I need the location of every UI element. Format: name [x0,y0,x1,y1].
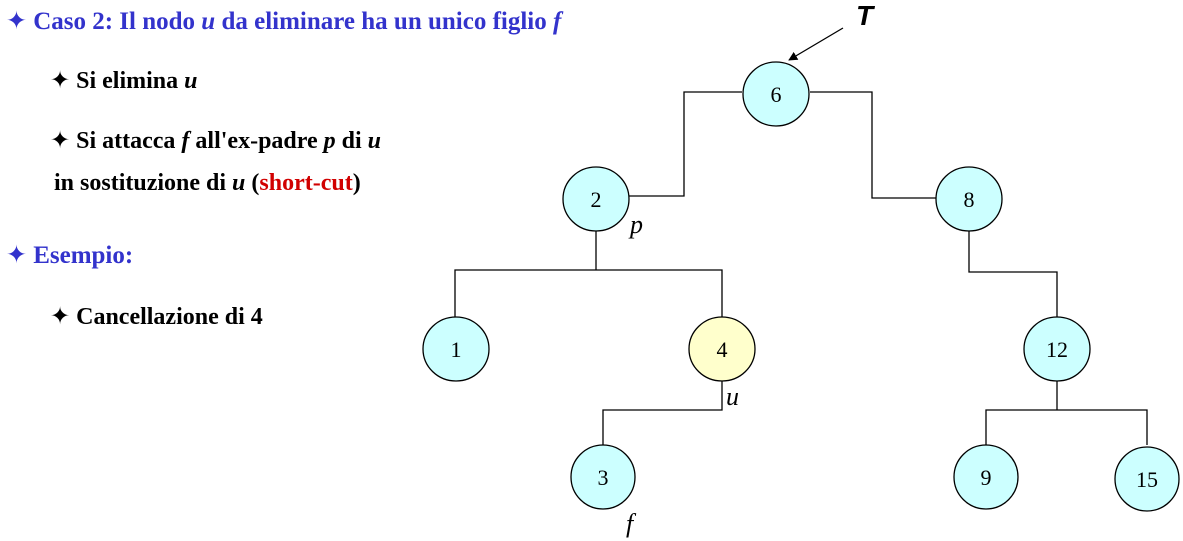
edge-2-1 [455,270,722,318]
edge-8-12 [969,231,1057,317]
bullet-star-icon: ✦ [50,302,71,330]
shortcut-label: short-cut [259,170,353,196]
step-attach-part3: di [335,128,368,154]
step-attach-line2-prefix: in sostituzione di [54,170,233,196]
example-label: Esempio: [33,242,134,269]
edge-12-9-15 [986,410,1147,445]
node-12 [1024,317,1090,381]
bullet-star-icon: ✦ [50,126,71,154]
close-paren: ) [352,170,361,196]
case-middle: da eliminare ha un unico figlio [215,8,553,35]
step-attach-p: p [323,128,336,154]
node-3 [571,445,635,509]
step-attach-f: f [181,128,190,154]
node-6-label: 6 [770,82,782,107]
node-15 [1115,447,1179,511]
root-pointer-arrow [789,28,843,60]
node-8 [936,167,1002,231]
example-item-label: Cancellazione di 4 [76,304,263,330]
step-attach-prefix: Si attacca [76,128,182,154]
open-paren: ( [245,170,260,196]
node-3-label: 3 [597,465,609,490]
child-f-label: f [626,509,634,538]
node-1-label: 1 [450,337,462,362]
bullet-star-icon: ✦ [6,6,27,35]
node-6 [743,62,809,126]
node-2 [563,167,629,231]
bullet-star-icon: ✦ [6,240,27,269]
case-prefix: Caso 2: Il nodo [33,8,202,35]
step-delete-u: u [184,68,198,94]
root-T-label: T [856,0,874,31]
node-u-label: u [726,382,739,411]
step-attach-u: u [367,128,382,154]
node-8-label: 8 [963,187,975,212]
node-15-label: 15 [1136,467,1158,492]
node-9 [954,445,1018,509]
node-2-label: 2 [590,187,602,212]
bullet-star-icon: ✦ [50,66,71,94]
node-12-label: 12 [1046,337,1068,362]
node-1 [423,317,489,381]
step-attach-u2: u [232,170,246,196]
step-attach-part2: all'ex-padre [189,128,324,154]
node-4-label: 4 [716,337,728,362]
step-delete-prefix: Si elimina [76,68,185,94]
edge-6-2 [629,92,742,196]
case-u: u [201,8,216,35]
parent-p-label: p [630,210,643,239]
edge-4-3 [603,381,722,445]
node-9-label: 9 [980,465,992,490]
edge-6-8 [810,92,938,198]
node-4 [689,317,755,381]
case-f: f [552,8,562,35]
